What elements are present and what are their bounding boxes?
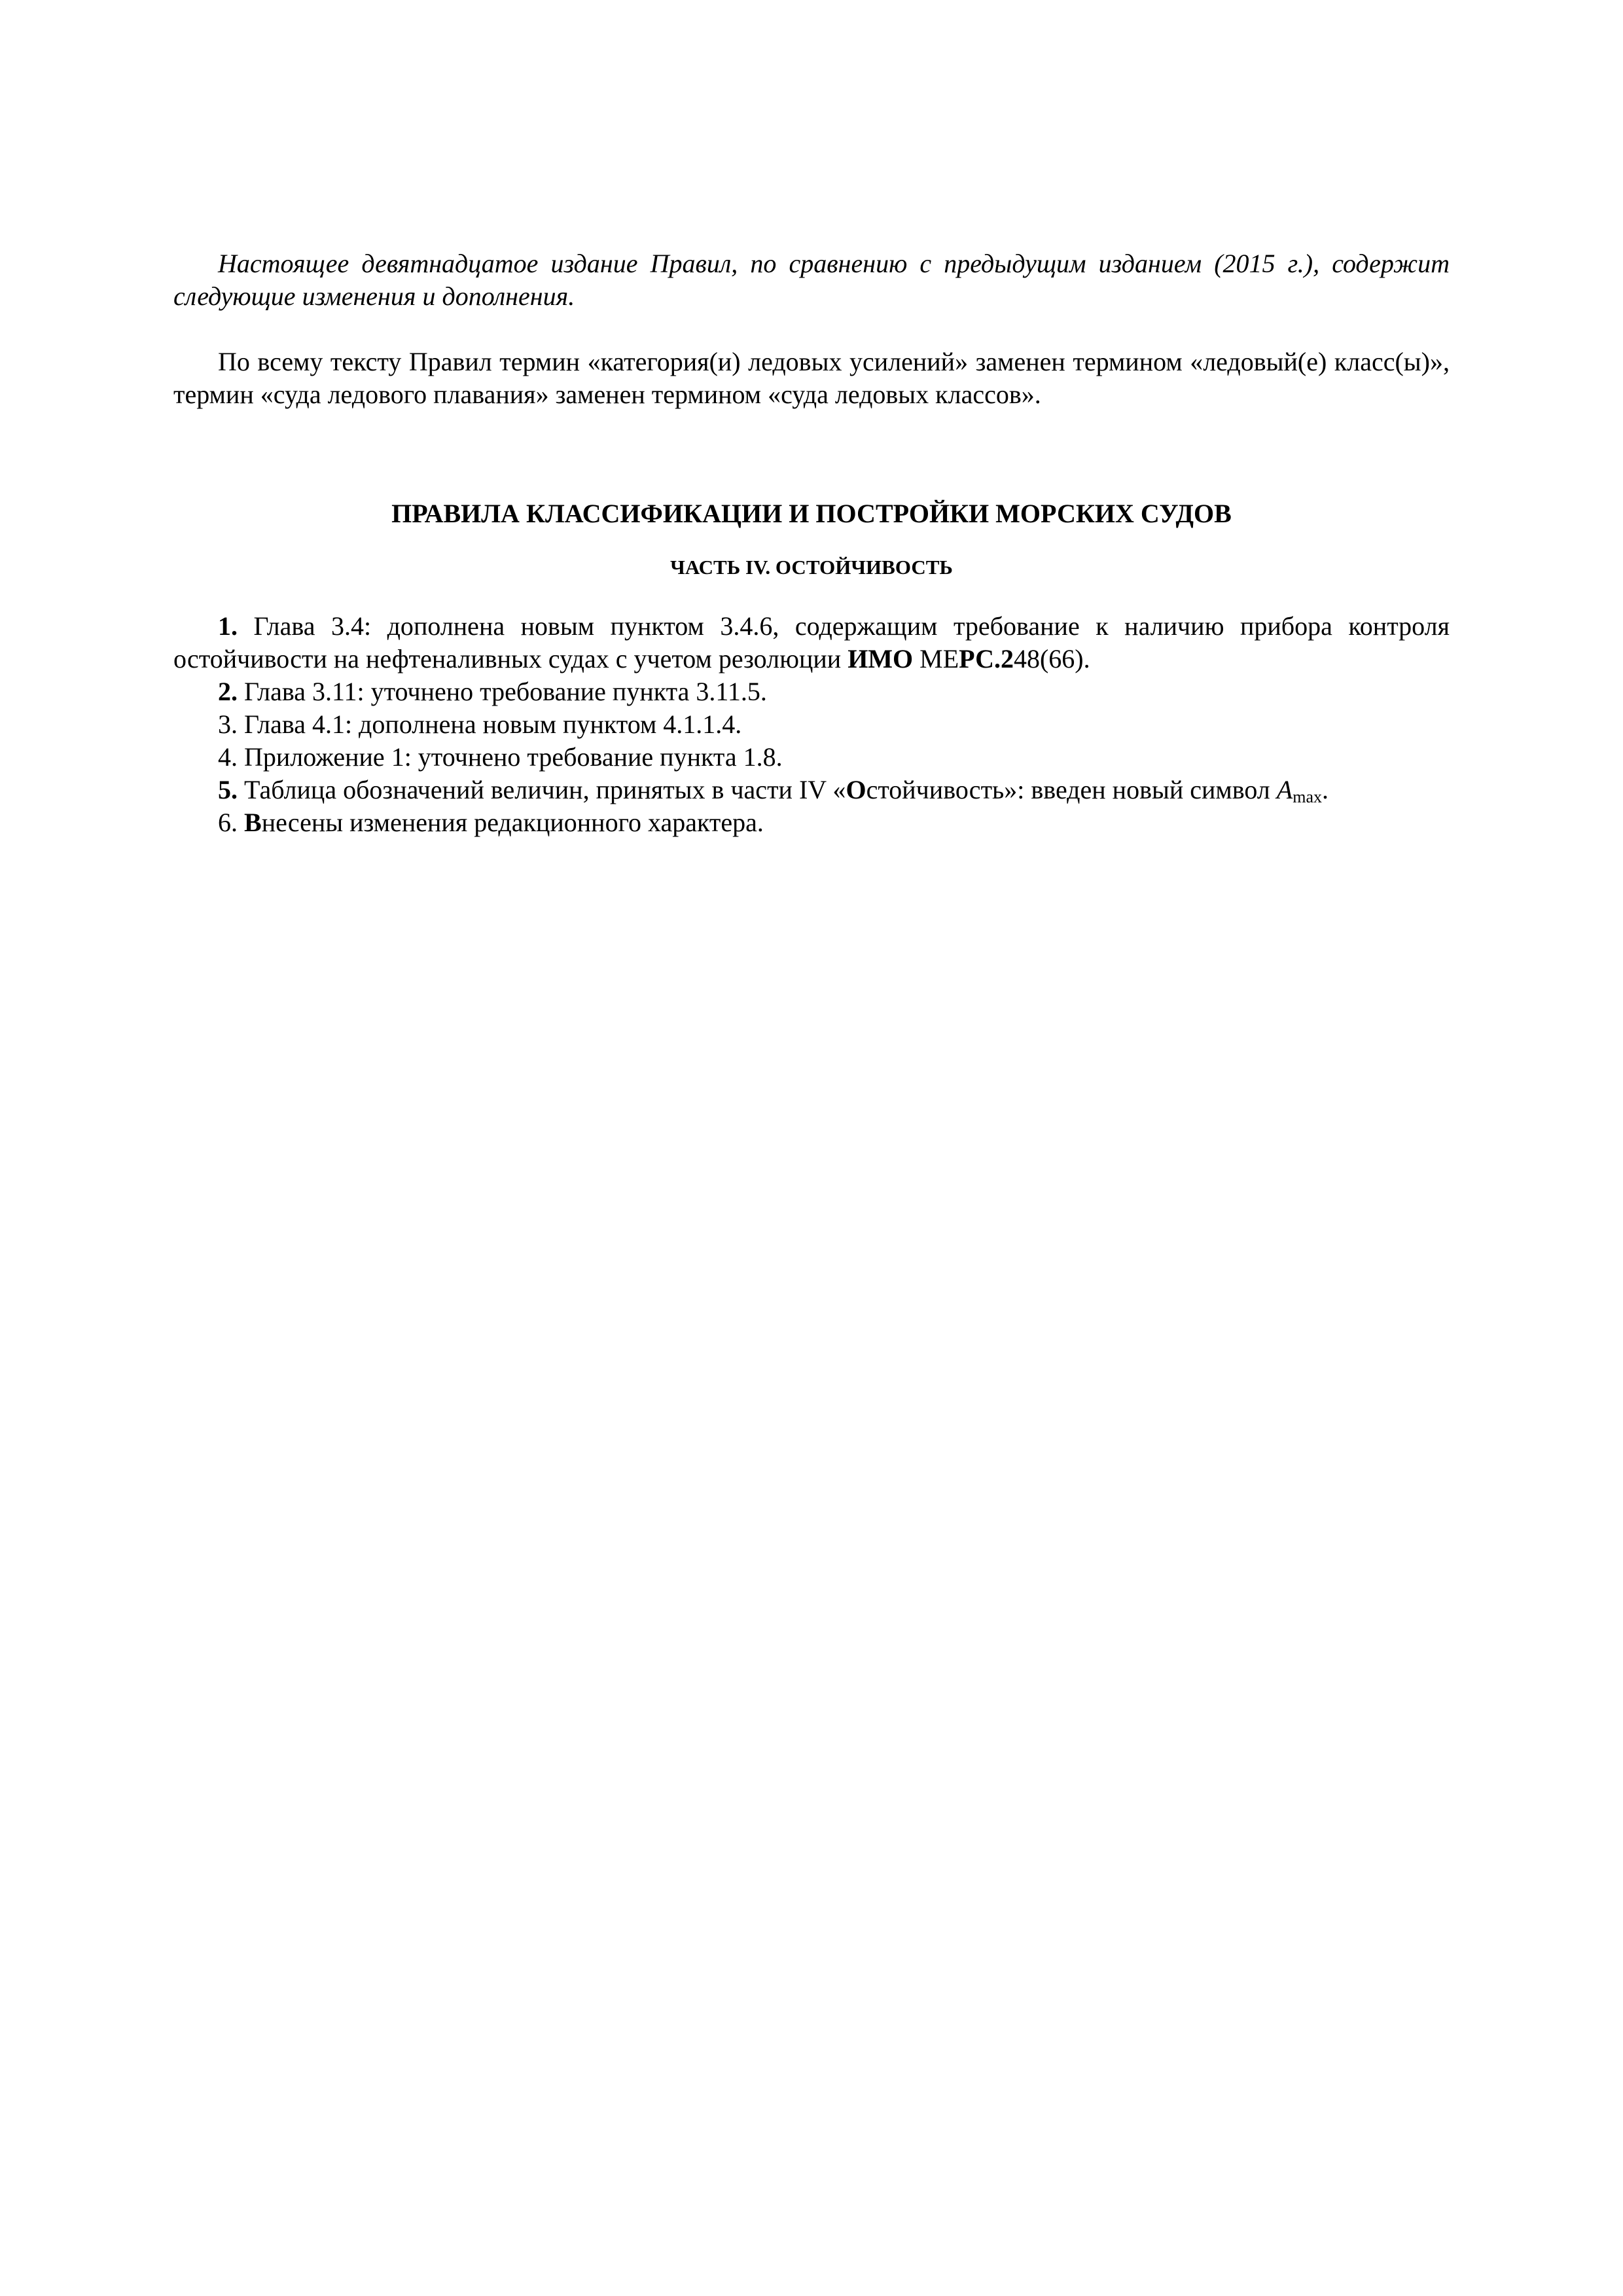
section-subtitle: ЧАСТЬ IV. ОСТОЙЧИВОСТЬ bbox=[670, 556, 953, 579]
item-number: 4. bbox=[218, 742, 238, 772]
item-text: Глава 4.1: дополнена новым пунктом 4.1.1.4. bbox=[238, 709, 742, 739]
list-item bbox=[173, 741, 1450, 774]
item-text: МЕ bbox=[913, 644, 959, 673]
item-text: Таблица обозначений величин, принятых в части IV « bbox=[238, 775, 846, 804]
list-item bbox=[173, 806, 1450, 839]
symbol-letter: A bbox=[1276, 775, 1293, 804]
item-text-bold: В bbox=[244, 808, 262, 837]
list-item bbox=[173, 708, 1450, 741]
symbol-a-max bbox=[1277, 775, 1293, 804]
intro-paragraph: Настоящее девятнадцатое издание Правил, по сравнению с предыдущим изданием (2015 г.), содержит следующие изменения и дополнения. bbox=[173, 249, 1450, 311]
spacer bbox=[173, 313, 1450, 346]
item-number: 3. bbox=[218, 709, 238, 739]
item-text: несены изменения редакционного характера. bbox=[261, 808, 764, 837]
item-number: 5. bbox=[218, 775, 238, 804]
document-page bbox=[173, 247, 1450, 839]
section-title: ПРАВИЛА КЛАССИФИКАЦИИ И ПОСТРОЙКИ МОРСКИХ СУДОВ bbox=[391, 499, 1232, 528]
item-text: Глава 3.4: дополнена новым пунктом 3.4.6, содержащим требование к наличию прибора контроля остойчивости на нефтеналивных судах с учетом резолюции bbox=[173, 611, 1450, 673]
item-text-bold: РС.2 bbox=[959, 644, 1014, 673]
item-text-bold: ИМО bbox=[847, 644, 914, 673]
item-text: Глава 3.11: уточнено требование пункта 3.11.5. bbox=[238, 677, 767, 706]
list-item bbox=[173, 675, 1450, 708]
item-text-bold: О bbox=[846, 775, 866, 804]
item-text: 48(66). bbox=[1013, 644, 1090, 673]
item-number: 6. bbox=[218, 808, 238, 837]
terms-paragraph: По всему тексту Правил термин «категория(и) ледовых усилений» заменен термином «ледовый(е) класс(ы)», термин «суда ледового плавания» заменен термином «суда ледовых классов». bbox=[173, 347, 1450, 409]
item-text: Приложение 1: уточнено требование пункта 1.8. bbox=[238, 742, 783, 772]
item-text: . bbox=[1321, 775, 1329, 804]
spacer bbox=[173, 411, 1450, 497]
item-text: стойчивость»: введен новый символ bbox=[866, 775, 1277, 804]
changes-list bbox=[173, 610, 1450, 839]
item-number: 1. bbox=[218, 611, 238, 641]
list-item bbox=[173, 610, 1450, 675]
symbol-subscript: max bbox=[1293, 787, 1322, 806]
item-number: 2. bbox=[218, 677, 238, 706]
list-item bbox=[173, 774, 1450, 806]
